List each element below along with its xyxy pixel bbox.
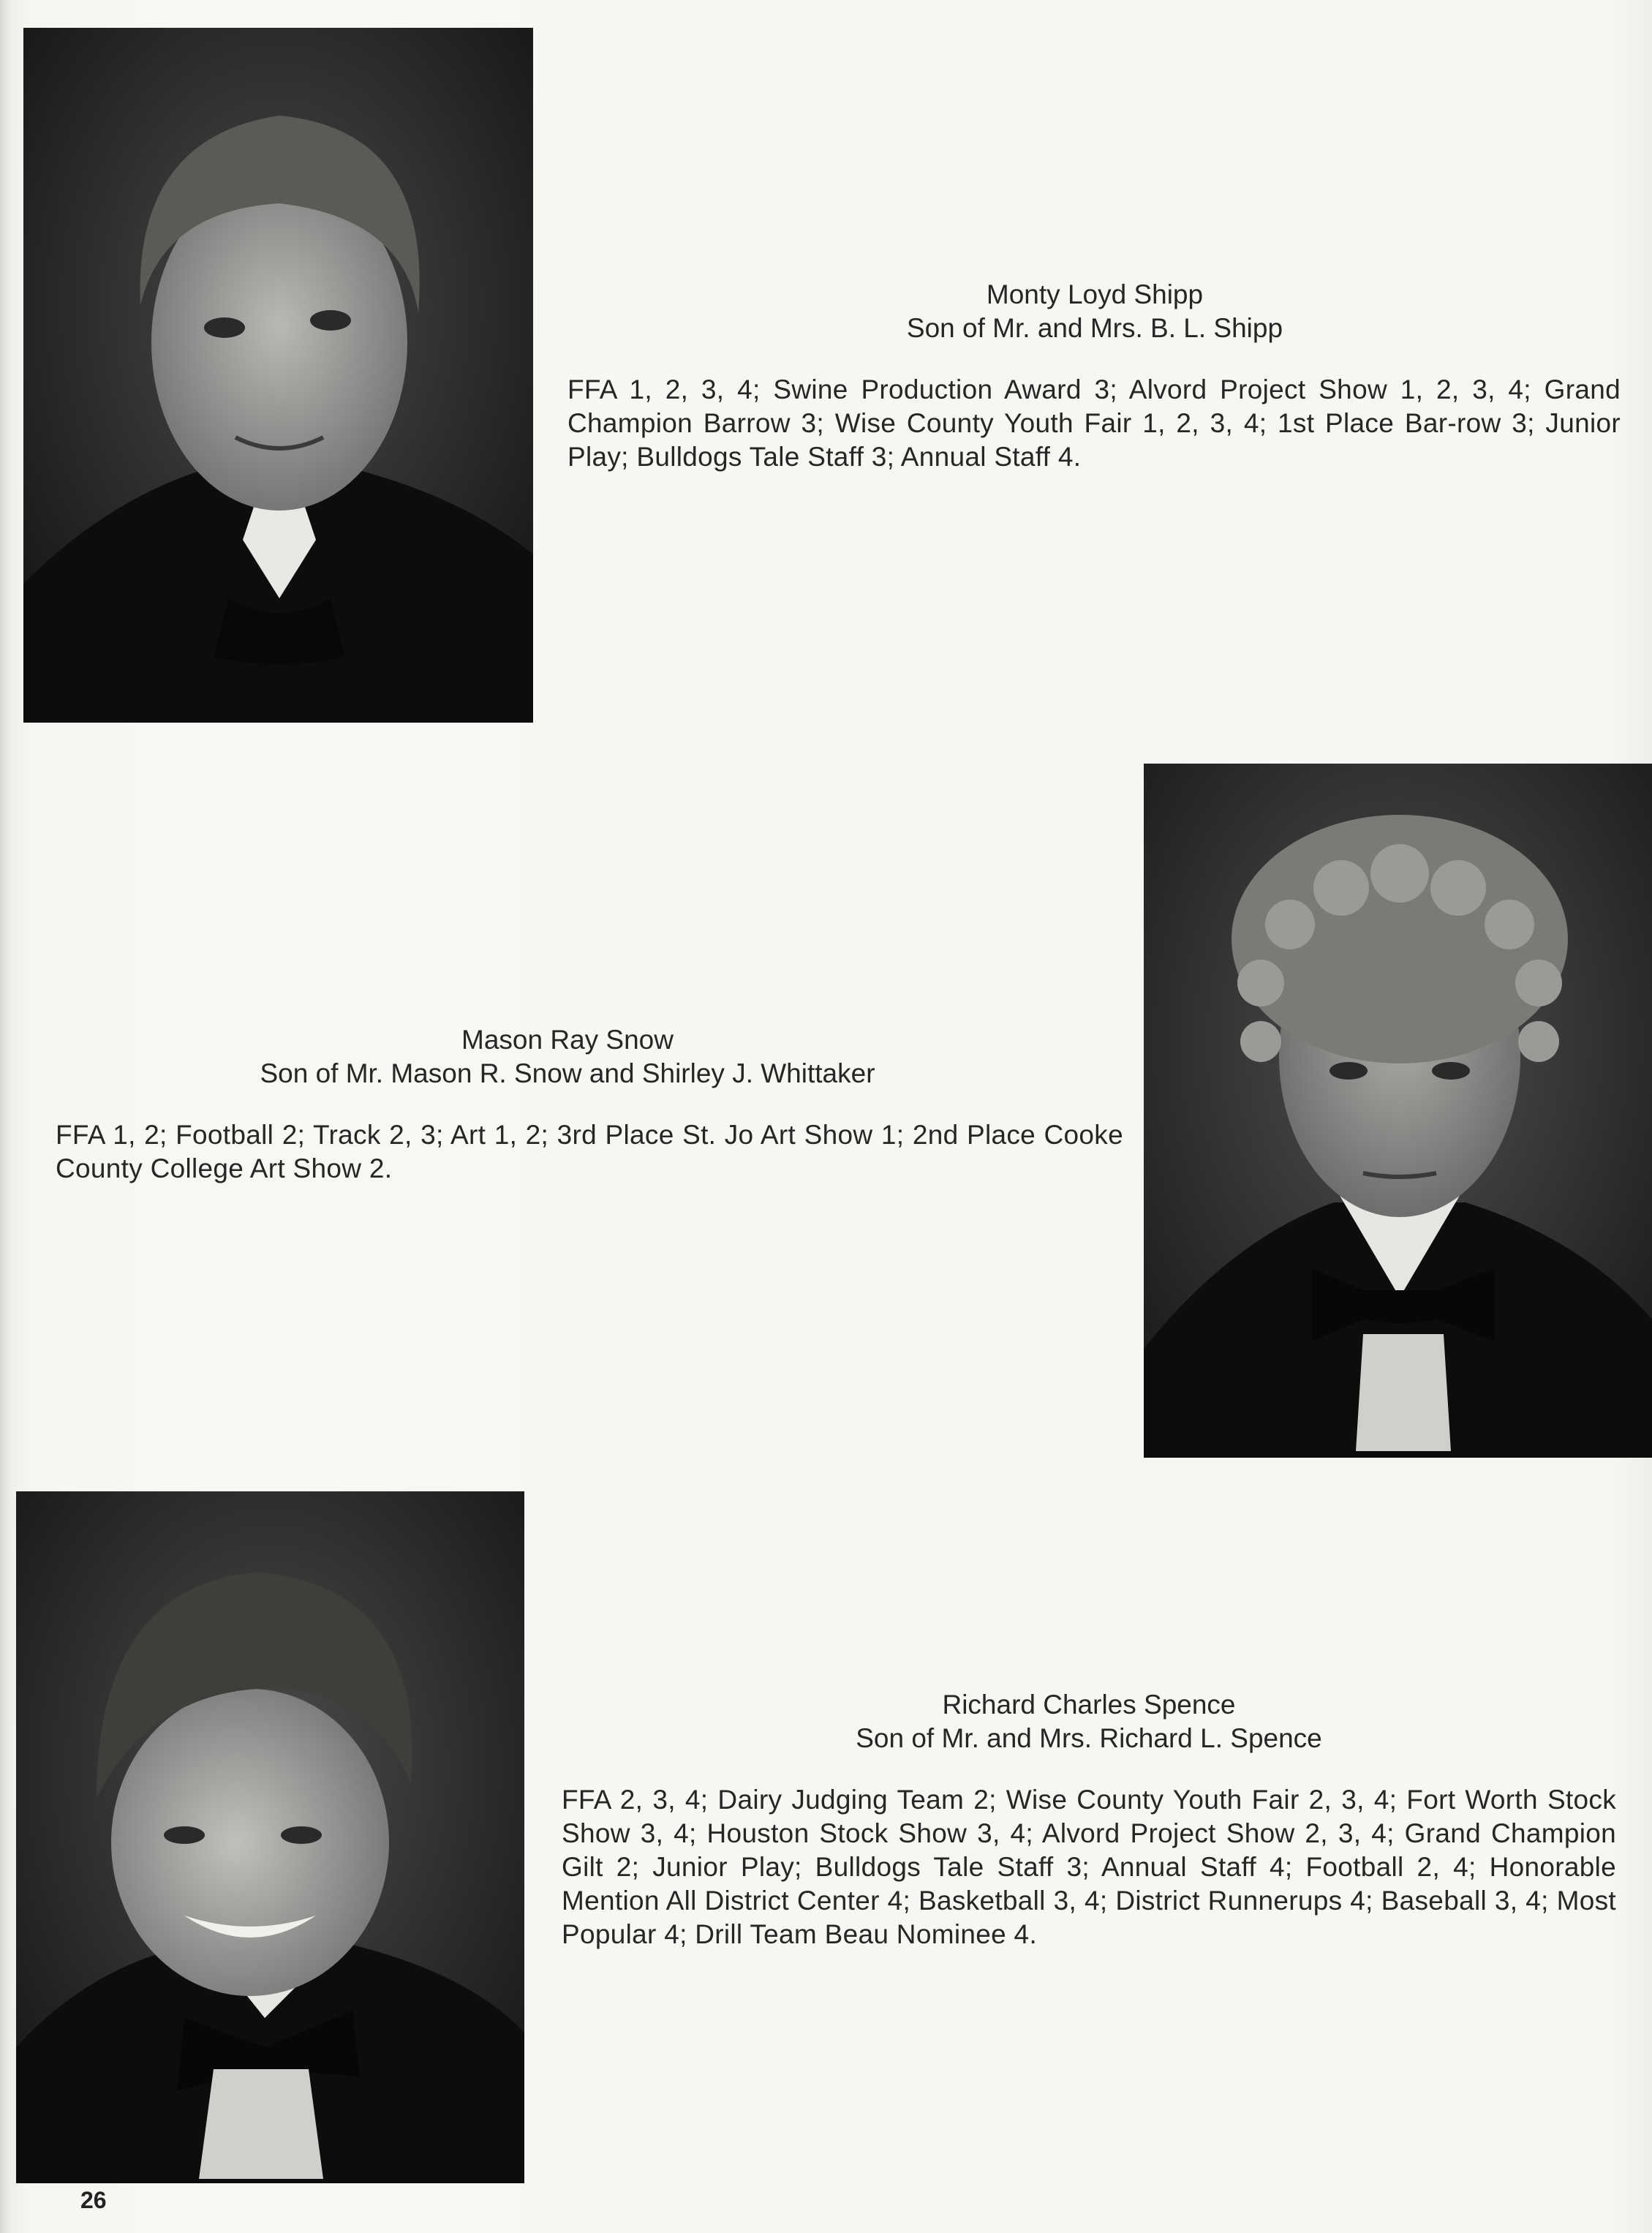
senior-parents: Son of Mr. Mason R. Snow and Shirley J. Whittaker <box>260 1058 875 1088</box>
senior-activities: FFA 1, 2, 3, 4; Swine Production Award 3; Alvord Project Show 1, 2, 3, 4; Grand Champion Barrow 3; Wise County Youth Fair 1, 2, 3, 4; 1st Place Bar-row 3; Junior Play; Bulldogs Tale Staff 3; Annual Staff 4. <box>567 374 1621 472</box>
portrait-photo-snow <box>1144 764 1652 1458</box>
senior-parents: Son of Mr. and Mrs. B. L. Shipp <box>906 313 1283 343</box>
portrait-photo-shipp <box>23 28 533 723</box>
senior-activities: FFA 2, 3, 4; Dairy Judging Team 2; Wise County Youth Fair 2, 3, 4; Fort Worth Stock Show 3, 4; Houston Stock Show 3, 4; Alvord Project Show 2, 3, 4; Grand Champion Gilt 2; Junior Play; Bulldogs Tale Staff 3; Annual Staff 4; Football 2, 4; Honorable Mention All District Center 4; Basketball 3, 4; District Runnerups 4; Baseball 3, 4; Most Popular 4; Drill Team Beau Nominee 4. <box>562 1785 1616 1949</box>
senior-bio-spence <box>562 1688 1616 1951</box>
senior-activities: FFA 1, 2; Football 2; Track 2, 3; Art 1, 2; 3rd Place St. Jo Art Show 1; 2nd Place Cooke County College Art Show 2. <box>56 1120 1123 1183</box>
portrait-photo-spence <box>16 1491 524 2183</box>
senior-name: Mason Ray Snow <box>461 1025 674 1055</box>
senior-parents: Son of Mr. and Mrs. Richard L. Spence <box>856 1723 1322 1753</box>
senior-bio-snow <box>56 1023 1123 1186</box>
page-number: 26 <box>80 2187 107 2213</box>
binding-gutter <box>0 0 10 2233</box>
senior-name: Monty Loyd Shipp <box>986 279 1204 309</box>
senior-bio-shipp <box>567 278 1621 474</box>
senior-name: Richard Charles Spence <box>942 1690 1236 1720</box>
